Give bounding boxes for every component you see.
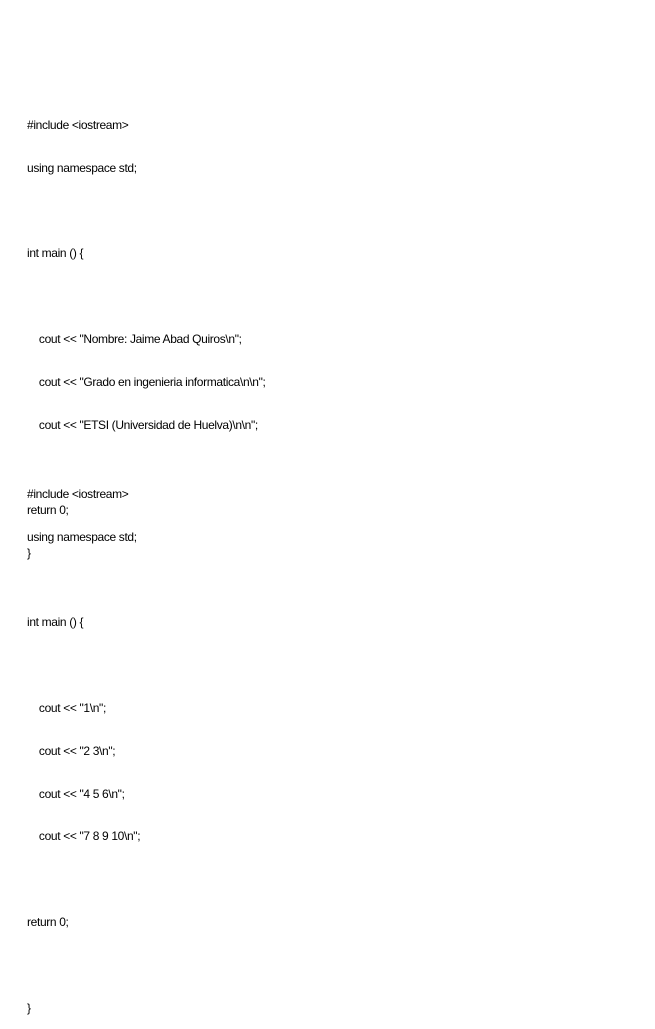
code-line: return 0;	[27, 503, 69, 518]
code-block-2	[27, 459, 140, 1029]
code-line: cout << "4 5 6\n";	[27, 786, 125, 801]
code-line	[27, 573, 140, 588]
code-line: return 0;	[27, 914, 69, 929]
code-line: #include <iostream>	[27, 118, 129, 132]
code-line: cout << "2 3\n";	[27, 743, 116, 758]
code-line: #include <iostream>	[27, 487, 129, 501]
code-line: cout << "ETSI (Universidad de Huelva)\n\n";	[27, 417, 258, 432]
code-line: cout << "1\n";	[27, 700, 106, 715]
code-line	[27, 289, 266, 304]
code-line: int main () {	[27, 246, 84, 261]
code-line	[27, 958, 140, 973]
code-line	[27, 872, 140, 887]
code-line: cout << "Nombre: Jaime Abad Quiros\n";	[27, 331, 242, 346]
code-line	[27, 204, 266, 219]
code-line: using namespace std;	[27, 529, 137, 544]
code-line: int main () {	[27, 615, 84, 630]
code-line: }	[27, 1000, 31, 1015]
code-line: cout << "Grado en ingenieria informatica\n\n";	[27, 374, 266, 389]
code-line: }	[27, 545, 31, 560]
code-line	[27, 658, 140, 673]
code-line: using namespace std;	[27, 160, 137, 175]
code-line: cout << "7 8 9 10\n";	[27, 829, 141, 844]
